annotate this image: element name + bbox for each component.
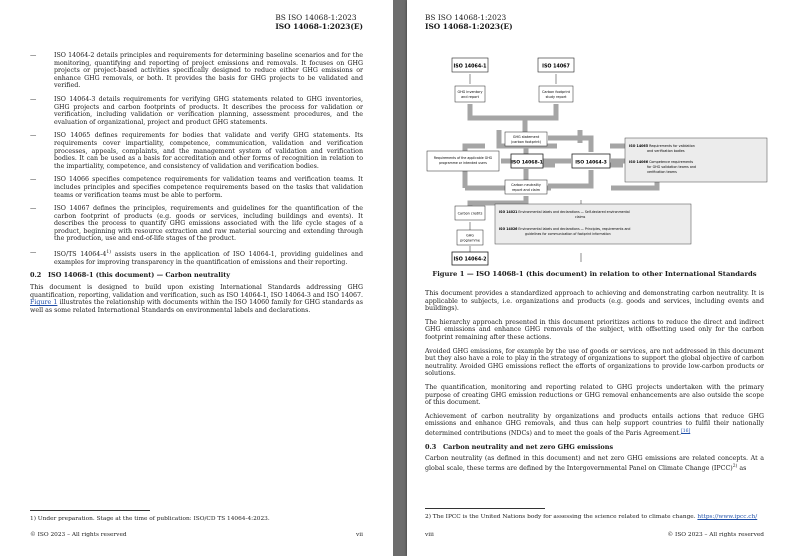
paragraph-0-2 (30, 284, 363, 314)
label-cn1: Carbon neutrality (511, 183, 541, 187)
label-iso14021-cont: claims (575, 215, 586, 219)
bullet-text: ISO 14064-3 details requirements for verifying GHG statements related to GHG inventories, GHG projects and carbon footprints of products. It describes the process for validation or verification, including validation or verification planning, assessment procedures, and the evaluation of organizational, project and product GHG statements. (54, 95, 363, 126)
para-text: as (737, 464, 747, 472)
figure-1-caption: Figure 1 — ISO 14068-1 (this document) in relation to other International Standards (432, 270, 757, 278)
text-iso14021-desc: Environmental labels and declarations — Self-declared environmental (517, 210, 630, 214)
ipcc-link[interactable]: https://www.ipcc.ch/ (697, 514, 758, 520)
figure-1-diagram (425, 48, 770, 266)
footnote-text: 2) The IPCC is the United Nations body for assessing the science related to climate change. (425, 514, 698, 520)
label-iso14026-cont: guidelines for communication of footprint information (525, 232, 611, 236)
section-number: 0.3 (425, 442, 437, 451)
footnote-rule (425, 508, 545, 509)
page-left (0, 0, 393, 556)
label-cn2: report and claim (511, 188, 541, 192)
bullet-text: ISO/TS 14064-4 (54, 251, 107, 259)
bullet-iso14067 (30, 205, 363, 243)
para-text: illustrates the relationship with documents within the ISO 14060 family for GHG standards as well as some related International Standards on environmental labels and declarations. (30, 299, 364, 314)
footer-copyright: © ISO 2023 – All rights reserved (667, 532, 764, 538)
bullet-text: assists users in the application of ISO 14064-1, providing guidelines and examples for improving transparency in the quantification of emissions and their reporting. (54, 251, 363, 266)
label-iso14065 (629, 144, 695, 148)
footer-page-number: viii (425, 532, 434, 538)
label-prog2: programme (460, 238, 480, 243)
footnote-ref[interactable]: 2) (732, 463, 738, 469)
label-cf2: study report (545, 95, 567, 99)
label-inv1: GHG inventory (457, 90, 483, 94)
label-iso14065-cont: and verification bodies (647, 149, 685, 153)
text-iso14065: ISO 14065 (629, 144, 649, 148)
right-body (425, 290, 764, 478)
page-right (407, 0, 800, 556)
bullet-iso14065 (30, 132, 363, 170)
text-iso14026: ISO 14026 (499, 227, 518, 231)
bullet-text: ISO 14066 specifies competence requirements for validation teams and verification teams. It includes principles and specifies competence requirements based on the tasks that validation teams or verification teams must be able to perform. (54, 176, 363, 199)
paragraph-2: The hierarchy approach presented in this document prioritizes actions to reduce the direct and indirect GHG emissions and enhance GHG removals of the subject, with offsetting used only for the carbon footprint remaining after these actions. (425, 318, 764, 341)
header-line2: ISO 14068-1:2023(E) (425, 22, 513, 31)
page-gap (393, 0, 407, 556)
dash: — (30, 176, 37, 184)
label-iso14064-3: ISO 14064-3 (575, 160, 607, 166)
footnote-rule (30, 510, 150, 511)
footnote-ref[interactable]: 1) (106, 250, 112, 256)
label-iso14021 (499, 210, 630, 214)
dash: — (30, 205, 37, 213)
figure-1-link[interactable]: Figure 1 (30, 299, 58, 307)
label-inv2: and report (461, 95, 479, 99)
footnote-2 (425, 514, 764, 520)
left-body (30, 52, 363, 320)
text-iso14066-desc: Competence requirements (648, 160, 694, 164)
box-carbon-footprint (539, 86, 573, 102)
text-iso14021: ISO 14021 (499, 210, 518, 214)
paragraph-3: Avoided GHG emissions, for example by the use of goods or services, are not addressed in this document but they also have a role to play in the strategy of organizations to support the global objective of carbon neutrality. Avoided GHG emissions reflect the efforts of organizations to provide low-carbon products or solutions. (425, 347, 764, 378)
bullet-text: ISO 14064-2 details principles and requirements for determining baseline scenarios and for the monitoring, quantifying and reporting of project emissions and removals. It focuses on GHG projects or project-based activities specifically designed to reduce either GHG emissions or enhance GHG removals, or both. It provides the basis for GHG projects to be validated and verified. (54, 52, 363, 90)
section-title: ISO 14068-1 (this document) — Carbon neutrality (48, 271, 230, 280)
paragraph-6 (425, 455, 764, 472)
para-text: Carbon neutrality (as defined in this document) and net zero GHG emissions are related concepts. At a global scale, these terms are defined by the Intergovernmental Panel on Climate Change (IPCC) (425, 455, 764, 472)
bullet-text: ISO 14067 defines the principles, requirements and guidelines for the quantification of the carbon footprint of products (e.g. goods or services, including buildings and events). It describes the process to quantify GHG emissions associated with the life cycle stages of a product, beginning with resource extraction and raw material sourcing and extending through the production, use and end-of-life stages of the product. (54, 205, 363, 243)
header-line1: BS ISO 14068-1:2023 (425, 13, 507, 22)
label-iso14026 (499, 227, 630, 231)
text-iso14066: ISO 14066 (629, 160, 649, 164)
text-iso14065-desc: Requirements for validation (648, 144, 695, 148)
section-heading-0-2 (30, 272, 363, 280)
paragraph-1: This document provides a standardized approach to achieving and demonstrating carbon neutrality. It is applicable to subjects, i.e. organizations and products (e.g. goods and services, including events and buildings). (425, 290, 764, 313)
label-iso14064-1: ISO 14064-1 (453, 64, 487, 70)
label-req2: programme or intended users (439, 161, 487, 165)
label-req1: Requirements of the applicable GHG (433, 156, 493, 160)
label-iso14068-1: ISO 14068-1 (511, 160, 543, 166)
label-credits: Carbon credits (457, 211, 483, 216)
page-header (425, 13, 513, 31)
label-stmt2: (carbon footprint) (510, 140, 542, 144)
para-text: This document is designed to build upon existing International Standards addressing GHG quantification, reporting, validation and verification, such as ISO 14064-1, ISO 14064-3 and ISO 14067. (30, 283, 363, 299)
label-iso14066 (629, 160, 693, 164)
footer-copyright: © ISO 2023 – All rights reserved (30, 532, 127, 538)
label-iso14067: ISO 14067 (542, 64, 570, 70)
dash: — (30, 95, 37, 103)
footer-page-number: vii (356, 532, 363, 538)
box-ghg-programme (457, 230, 483, 245)
bullet-iso14064-3 (30, 96, 363, 126)
flow-line (525, 104, 556, 132)
label-iso14066-cont1: for GHG validation teams and (647, 165, 697, 169)
dash: — (30, 52, 37, 59)
flow-line (470, 104, 525, 118)
paragraph-4: The quantification, monitoring and reporting related to GHG projects undertaken with the primary purpose of creating GHG emission reductions or GHG removal enhancements are also outside the scope of this document. (425, 383, 764, 407)
section-title: Carbon neutrality and net zero GHG emissions (443, 442, 614, 451)
label-stmt1: GHG statement (512, 135, 540, 139)
text-iso14026-desc: Environmental labels and declarations — Principles, requirements and (517, 227, 631, 231)
section-heading-0-3 (425, 444, 764, 452)
footnote-1: 1) Under preparation. Stage at the time of publication: ISO/CD TS 14064-4:2023. (30, 516, 270, 522)
bullet-iso14064-2 (30, 52, 363, 90)
para-text: Achievement of carbon neutrality by organizations and products entails actions that reduce GHG emissions and enhance GHG removals, and thus can help support countries to fulfil their nationally determined contributions (NDCs) and to meet the goals of the Paris Agreement. (425, 412, 764, 437)
section-number: 0.2 (30, 271, 42, 280)
header-line2: ISO 14068-1:2023(E) (275, 22, 363, 31)
header-line1: BS ISO 14068-1:2023 (275, 13, 357, 22)
dash: — (30, 249, 37, 257)
bullet-iso14066 (30, 176, 363, 199)
label-cf1: Carbon footprint (542, 90, 570, 94)
page-header (275, 13, 363, 31)
bibliography-ref[interactable]: [16] (680, 428, 691, 434)
box-ghg-inventory (455, 86, 485, 102)
label-iso14064-2: ISO 14064-2 (453, 257, 487, 263)
bullet-text: ISO 14065 defines requirements for bodies that validate and verify GHG statements. Its requirements cover impartiality, competence, communication, validation and verification processes, appeals, complaints, and the management system of validation and verification bodies. It can be used as a basis for accreditation and other forms of recognition in relation to the impartiality, competence, and consistency of validation and verification bodies. (54, 132, 363, 170)
label-prog1: GHG (466, 233, 474, 238)
bullet-iso-ts-14064-4 (30, 249, 363, 266)
dash: — (30, 132, 37, 140)
top-flows (470, 104, 556, 132)
flow-line (548, 170, 591, 186)
paragraph-5 (425, 413, 764, 438)
label-iso14066-cont2: verification teams (647, 170, 677, 174)
